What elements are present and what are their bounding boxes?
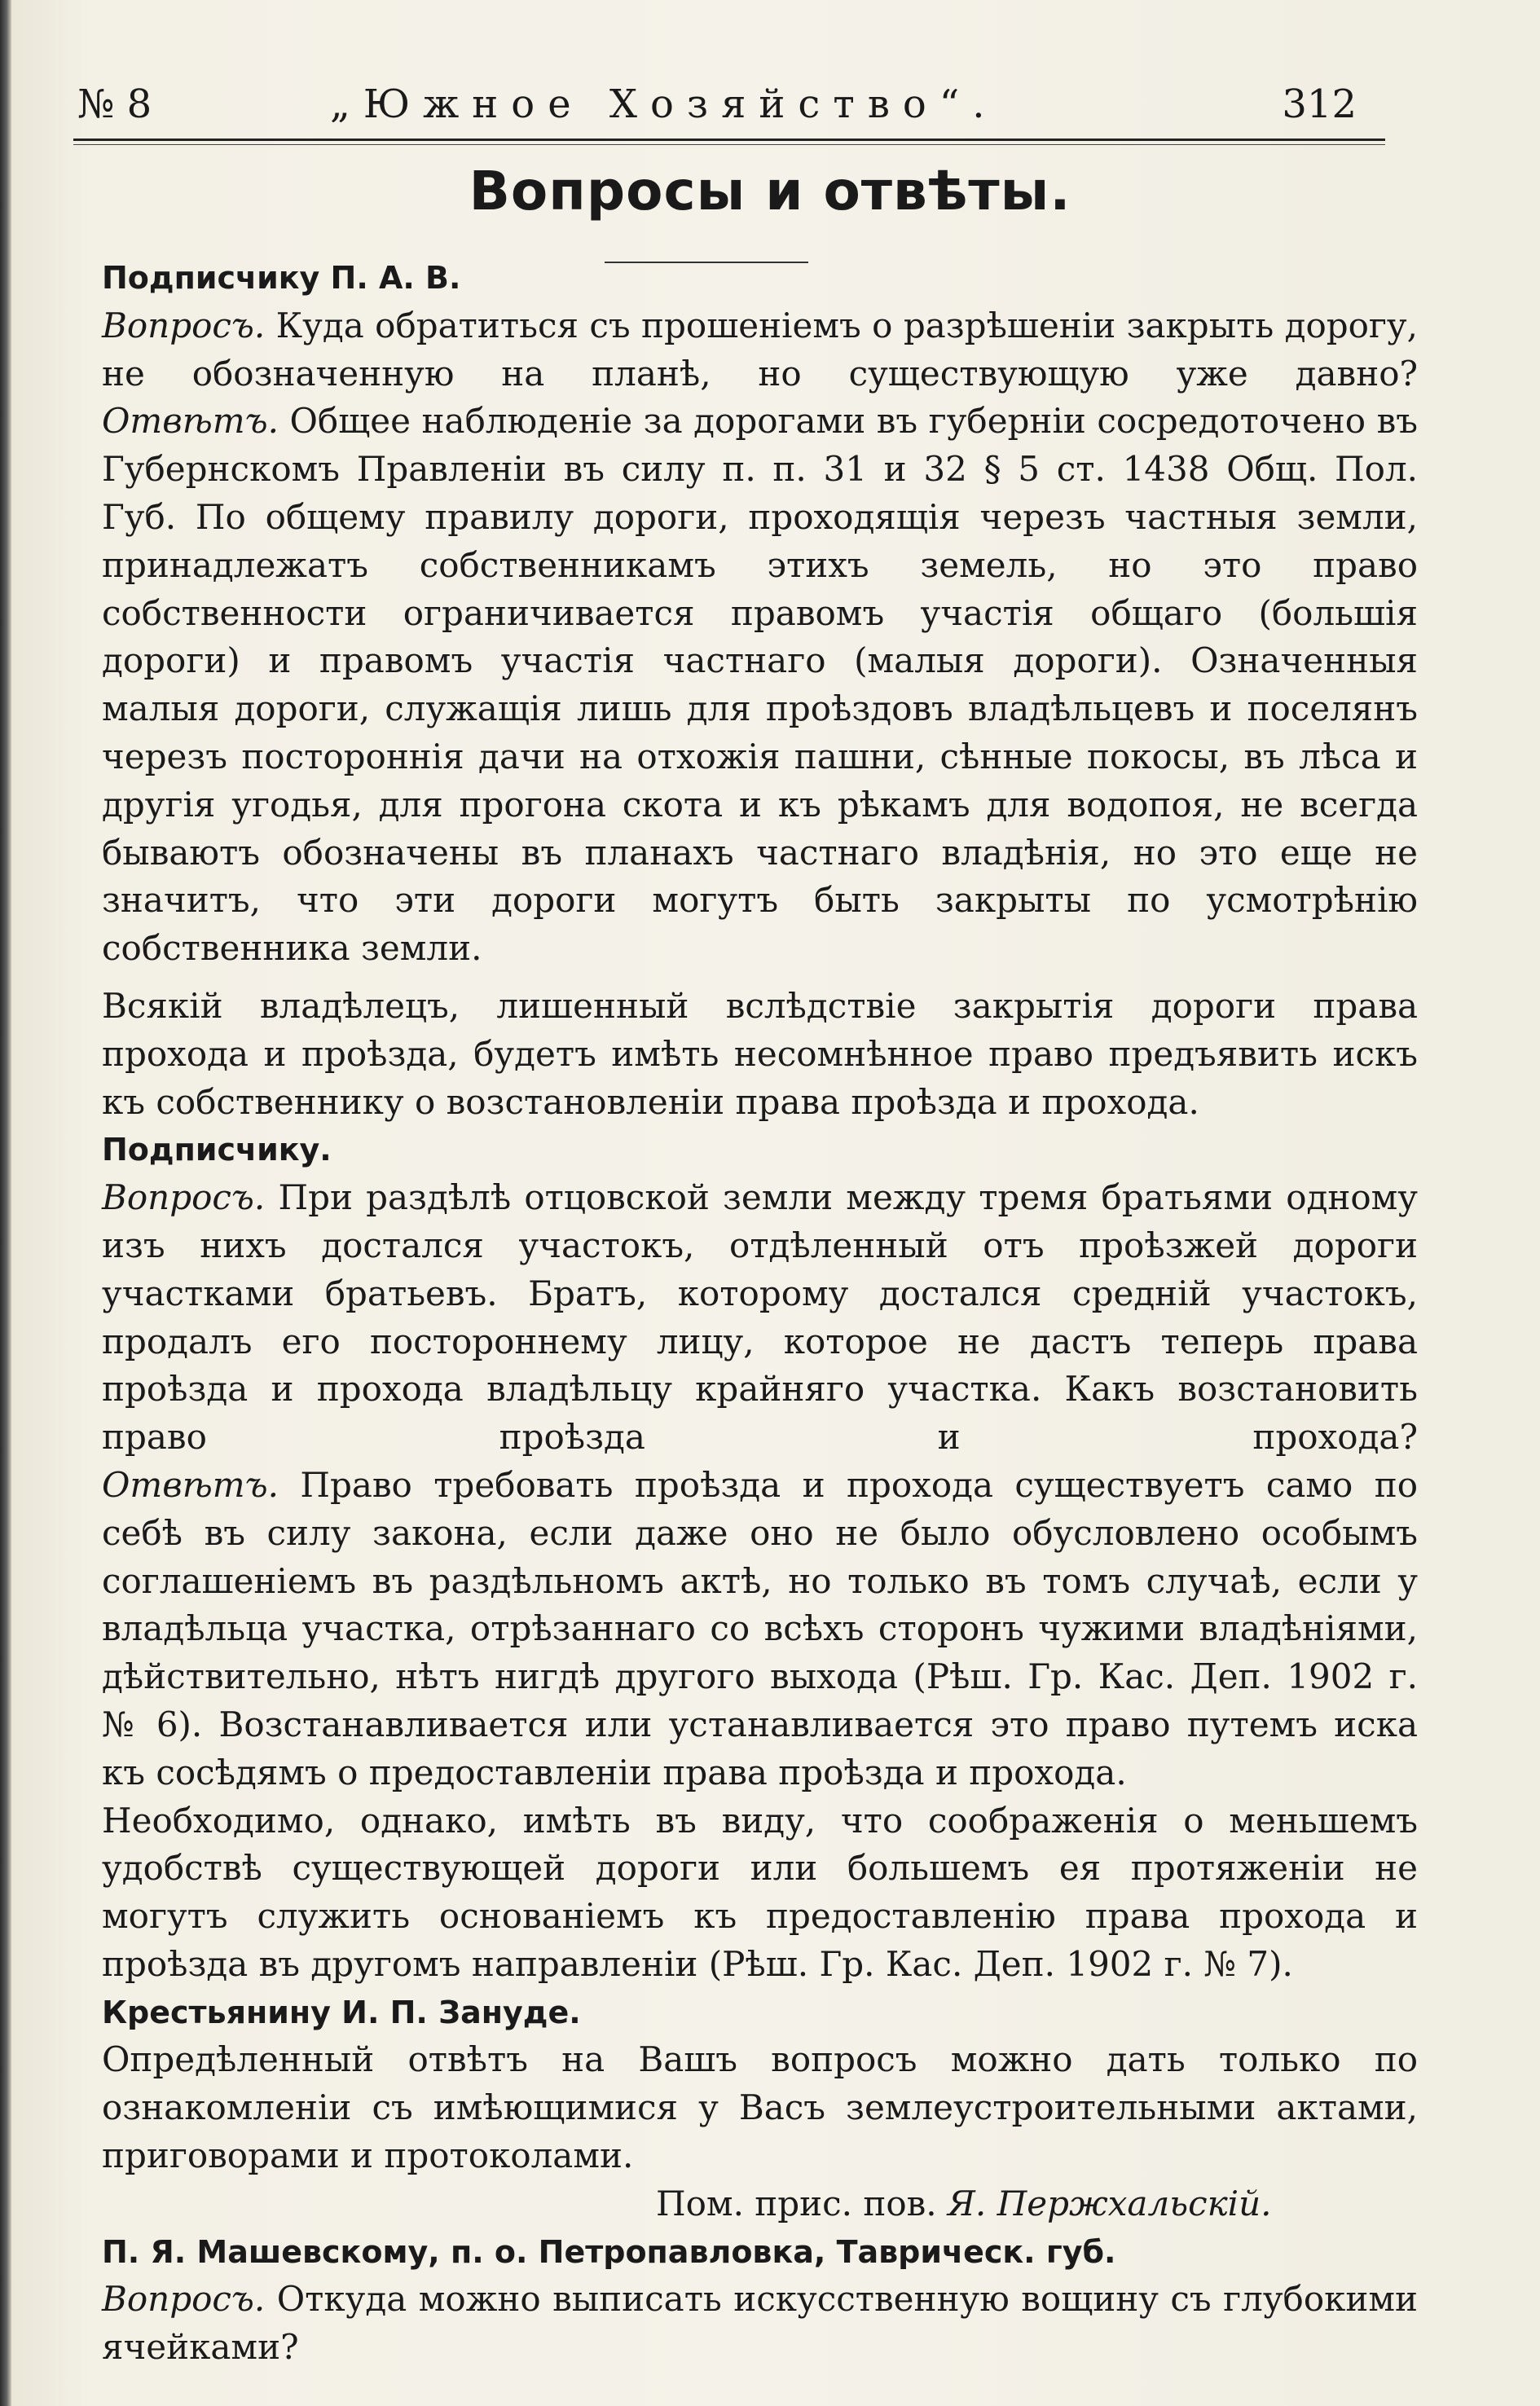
question-label: Вопросъ. xyxy=(102,2279,266,2320)
signature xyxy=(0,2180,1418,2228)
answer-label: Отвѣтъ. xyxy=(102,401,279,442)
question-paragraph xyxy=(0,2276,1418,2372)
answer-text: Общее наблюденіе за дорогами въ губерніи сосредоточено въ Губернскомъ Правленіи въ силу п. п. 31 и 32 § 5 ст. 1438 Общ. Пол. Губ. По общему правилу дороги, проходящія черезъ частныя земли, принадлежатъ собственникамъ этихъ земель, но это право собственности ограничивается правомъ участія общаго (большія дороги) и правомъ участія частнаго (малыя дороги). Означенныя малыя дороги, служащія лишь для проѣздовъ владѣльцевъ и поселянъ черезъ постороннія дачи на отхожія пашни, сѣнные покосы, въ лѣса и другія угодья, для прогона скота и къ рѣкамъ для водопоя, не всегда бываютъ обозначены въ планахъ частнаго владѣнія, но это еще не значитъ, что эти дороги могутъ быть закрыты по усмотрѣнію собственника земли. xyxy=(102,401,1418,969)
signature-title: Пом. прис. пов. xyxy=(656,2183,937,2223)
header-rule xyxy=(73,139,1385,145)
issue-number: № 8 xyxy=(77,81,152,127)
paragraph: Необходимо, однако, имѣть въ виду, что соображенія о меньшемъ удобствѣ существующей дороги или большемъ ея протяженіи не могутъ служить основаніемъ къ предоставленію права прохода и проѣзда въ другомъ направленіи (Рѣш. Гр. Кас. Деп. 1902 г. № 7). xyxy=(102,1800,1418,1984)
paragraph: Всякій владѣлецъ, лишенный вслѣдствіе закрытія дороги права прохода и проѣзда, будетъ имѣть несомнѣнное право предъявить искъ къ собственнику о возстановленіи права проѣзда и прохода. xyxy=(102,985,1418,1122)
question-text: Откуда можно выписать искусственную вощину съ глубокими ячейками? xyxy=(102,2279,1419,2368)
article-body xyxy=(0,254,1418,2372)
answer-paragraph xyxy=(0,1462,1418,1797)
question-paragraph xyxy=(0,302,1418,398)
qa-heading: Подписчику П. А. В. xyxy=(102,260,461,296)
answer-paragraph: Опредѣленный отвѣтъ на Вашъ вопросъ можно дать только по ознакомленіи съ имѣющимися у Васъ землеустроительными актами, приговорами и протоколами. xyxy=(102,2039,1418,2176)
journal-title: „Южное Хозяйство“. xyxy=(330,81,998,127)
signature-name: Я. Пержхальскій. xyxy=(948,2183,1272,2223)
question-label: Вопросъ. xyxy=(102,1177,266,1218)
qa-heading: П. Я. Машевскому, п. о. Петропавловка, Таврическ. губ. xyxy=(102,2233,1116,2270)
answer-label: Отвѣтъ. xyxy=(102,1464,279,1505)
answer-paragraph xyxy=(0,398,1418,973)
answer-text: Право требовать проѣзда и прохода существуетъ само по себѣ въ силу закона, если даже оно не было обусловлено особымъ соглашеніемъ въ раздѣльномъ актѣ, но только въ томъ случаѣ, если у владѣльца участка, отрѣзаннаго со всѣхъ сторонъ чужими владѣніями, дѣйствительно, нѣтъ нигдѣ другого выхода (Рѣш. Гр. Кас. Деп. 1902 г. № 6). Возстанавливается или устанавливается это право путемъ иска къ сосѣдямъ о предоставленіи права проѣзда и прохода. xyxy=(102,1464,1418,1792)
qa-heading: Подписчику. xyxy=(102,1132,332,1168)
question-label: Вопросъ. xyxy=(102,305,266,345)
running-header xyxy=(77,81,1357,139)
question-text: Куда обратиться съ прошеніемъ о разрѣшеніи закрыть дорогу, не обозначенную на планѣ, но существующую уже давно? xyxy=(102,305,1418,394)
question-text: При раздѣлѣ отцовской земли между тремя братьями одному изъ нихъ достался участокъ, отдѣленный отъ проѣзжей дороги участками братьевъ. Братъ, которому достался средній участокъ, продалъ его постороннему лицу, которое не дастъ теперь права проѣзда и прохода владѣльцу крайняго участка. Какъ возстановить право проѣзда и прохода? xyxy=(102,1177,1418,1458)
question-paragraph xyxy=(0,1174,1418,1462)
page-number: 312 xyxy=(1282,81,1357,127)
section-title: Вопросы и отвѣты. xyxy=(469,160,1071,222)
qa-heading: Крестьянину И. П. Зануде. xyxy=(102,1994,581,2030)
